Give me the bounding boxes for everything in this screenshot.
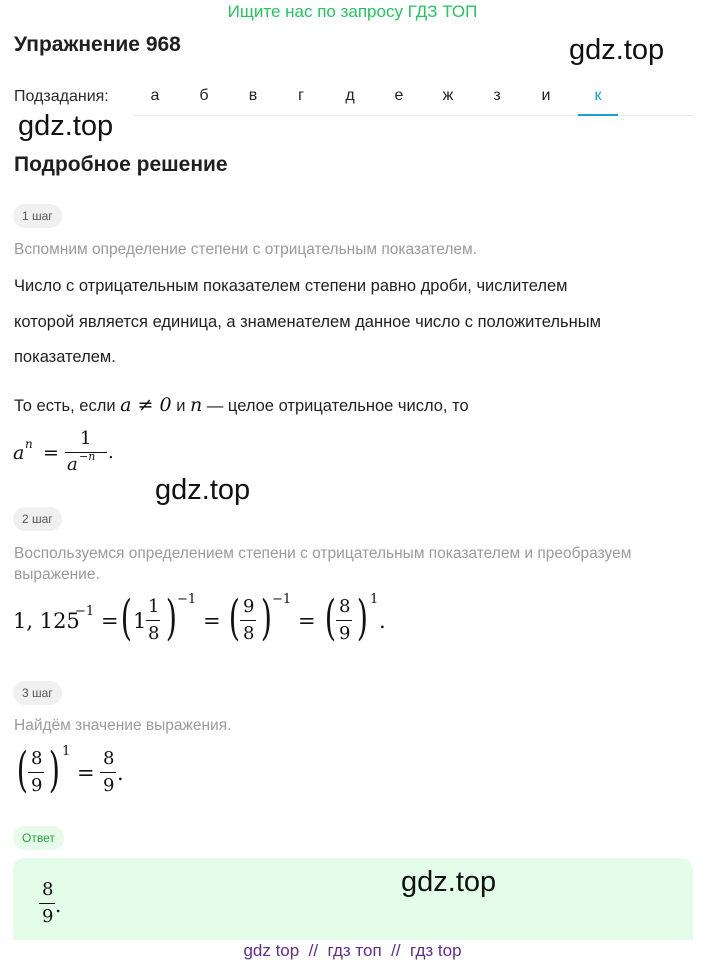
fraction-numerator: 8 bbox=[31, 748, 43, 769]
step-hint: Найдём значение выражения. bbox=[14, 717, 232, 734]
transform-formula bbox=[13, 592, 433, 652]
subtask-tab-e[interactable]: е bbox=[394, 87, 404, 104]
fraction-bar bbox=[28, 772, 44, 773]
step-text-line: Число с отрицательным показателем степени равно дроби, числителем bbox=[14, 277, 568, 295]
fraction-numerator: 1 bbox=[80, 428, 92, 449]
period: . bbox=[55, 893, 62, 917]
fraction-denominator-base: a bbox=[67, 454, 78, 475]
equals-sign: = bbox=[101, 609, 119, 633]
paren-exp: 1 bbox=[62, 744, 71, 759]
fraction-denominator: 9 bbox=[339, 623, 351, 644]
answer-fraction bbox=[39, 879, 55, 929]
fraction-denominator: 9 bbox=[103, 775, 115, 796]
fraction-bar bbox=[100, 772, 116, 773]
formula-base: a bbox=[13, 442, 25, 464]
paren-left: ( bbox=[228, 590, 240, 646]
text-suffix: — целое отрицательное число, то bbox=[206, 397, 469, 415]
equals-sign: = bbox=[203, 609, 221, 633]
equals-sign: = bbox=[298, 609, 316, 633]
fraction-bar bbox=[336, 620, 352, 621]
fraction bbox=[100, 748, 116, 798]
subtasks-tabs bbox=[133, 78, 693, 116]
step-hint: Вспомним определение степени с отрицательным показателем. bbox=[14, 241, 477, 258]
fraction bbox=[240, 596, 256, 646]
paren-exp: −1 bbox=[177, 592, 197, 607]
fraction-denominator: 9 bbox=[42, 906, 54, 927]
value-formula bbox=[13, 744, 213, 804]
formula-lhs-exp: −1 bbox=[75, 604, 95, 619]
subtask-tab-i[interactable]: и bbox=[541, 87, 551, 104]
paren-right: ) bbox=[260, 590, 272, 646]
subtask-tab-d[interactable]: д bbox=[345, 87, 355, 104]
fraction-numerator: 8 bbox=[339, 596, 351, 617]
section-title: Подробное решение bbox=[14, 153, 228, 176]
fraction-bar bbox=[146, 620, 160, 621]
formula-exp: n bbox=[25, 437, 33, 451]
step-text-line: показателем. bbox=[14, 348, 116, 366]
subtask-tab-zh[interactable]: ж bbox=[442, 87, 454, 104]
paren-right: ) bbox=[48, 742, 60, 798]
step-badge: 1 шаг bbox=[13, 204, 62, 228]
watermark: gdz.top bbox=[155, 474, 251, 506]
formula-lhs: 1, 125 bbox=[13, 609, 80, 633]
fraction-numerator: 1 bbox=[148, 596, 160, 617]
watermark: gdz.top bbox=[569, 34, 665, 66]
search-banner[interactable]: Ищите нас по запросу ГДЗ ТОП bbox=[227, 2, 478, 21]
step-text-line: которой является единица, а знаменателем данное число с положительным bbox=[14, 313, 601, 331]
watermark: gdz.top bbox=[401, 866, 497, 898]
mixed-whole: 1 bbox=[133, 609, 147, 633]
and-word: и bbox=[176, 397, 186, 415]
paren-exp: −1 bbox=[272, 592, 292, 607]
exercise-title: Упражнение 968 bbox=[14, 33, 181, 56]
fraction bbox=[28, 748, 44, 798]
subtask-tab-v[interactable]: в bbox=[248, 87, 258, 104]
fraction-numerator: 8 bbox=[42, 879, 54, 900]
fraction-bar bbox=[39, 903, 55, 904]
subtask-tab-a[interactable]: а bbox=[150, 87, 160, 104]
paren-left: ( bbox=[120, 590, 132, 646]
fraction bbox=[146, 596, 160, 646]
text-prefix: То есть, если bbox=[14, 397, 116, 415]
answer-badge: Ответ bbox=[13, 826, 64, 850]
period: . bbox=[117, 761, 124, 785]
watermark: gdz.top bbox=[18, 110, 114, 142]
step-badge: 3 шаг bbox=[13, 681, 62, 705]
answer-box bbox=[13, 858, 693, 940]
equals-sign: = bbox=[43, 442, 59, 464]
subtasks-label: Подзадания: bbox=[14, 88, 109, 105]
paren-left: ( bbox=[16, 742, 28, 798]
period: . bbox=[379, 609, 386, 633]
subtask-tab-b[interactable]: б bbox=[199, 87, 209, 104]
condition-a: a ≠ 0 bbox=[120, 394, 172, 416]
step-condition-line bbox=[14, 394, 469, 416]
step-badge: 2 шаг bbox=[13, 507, 62, 531]
fraction-denominator: 9 bbox=[31, 775, 43, 796]
fraction-numerator: 9 bbox=[243, 596, 255, 617]
paren-right: ) bbox=[165, 590, 177, 646]
paren-left: ( bbox=[324, 590, 336, 646]
paren-exp: 1 bbox=[370, 592, 379, 607]
definition-formula bbox=[13, 428, 133, 483]
subtask-tab-k[interactable]: к bbox=[578, 78, 618, 116]
fraction-denominator-exp: −n bbox=[79, 450, 96, 463]
condition-n: n bbox=[190, 394, 203, 416]
footer-links[interactable]: gdz top // гдз топ // гдз top bbox=[243, 941, 462, 960]
fraction-denominator: 8 bbox=[148, 623, 160, 644]
subtask-tab-g[interactable]: г bbox=[298, 87, 304, 104]
step-hint: Воспользуемся определением степени с отрицательным показателем и преобразуем выражение. bbox=[14, 545, 632, 583]
fraction bbox=[336, 596, 352, 646]
fraction-numerator: 8 bbox=[103, 748, 115, 769]
fraction bbox=[65, 428, 107, 476]
paren-right: ) bbox=[356, 590, 368, 646]
subtask-tab-z[interactable]: з bbox=[493, 87, 501, 104]
fraction-bar bbox=[240, 620, 256, 621]
period: . bbox=[108, 442, 114, 463]
equals-sign: = bbox=[77, 761, 95, 785]
fraction-denominator: 8 bbox=[243, 623, 255, 644]
